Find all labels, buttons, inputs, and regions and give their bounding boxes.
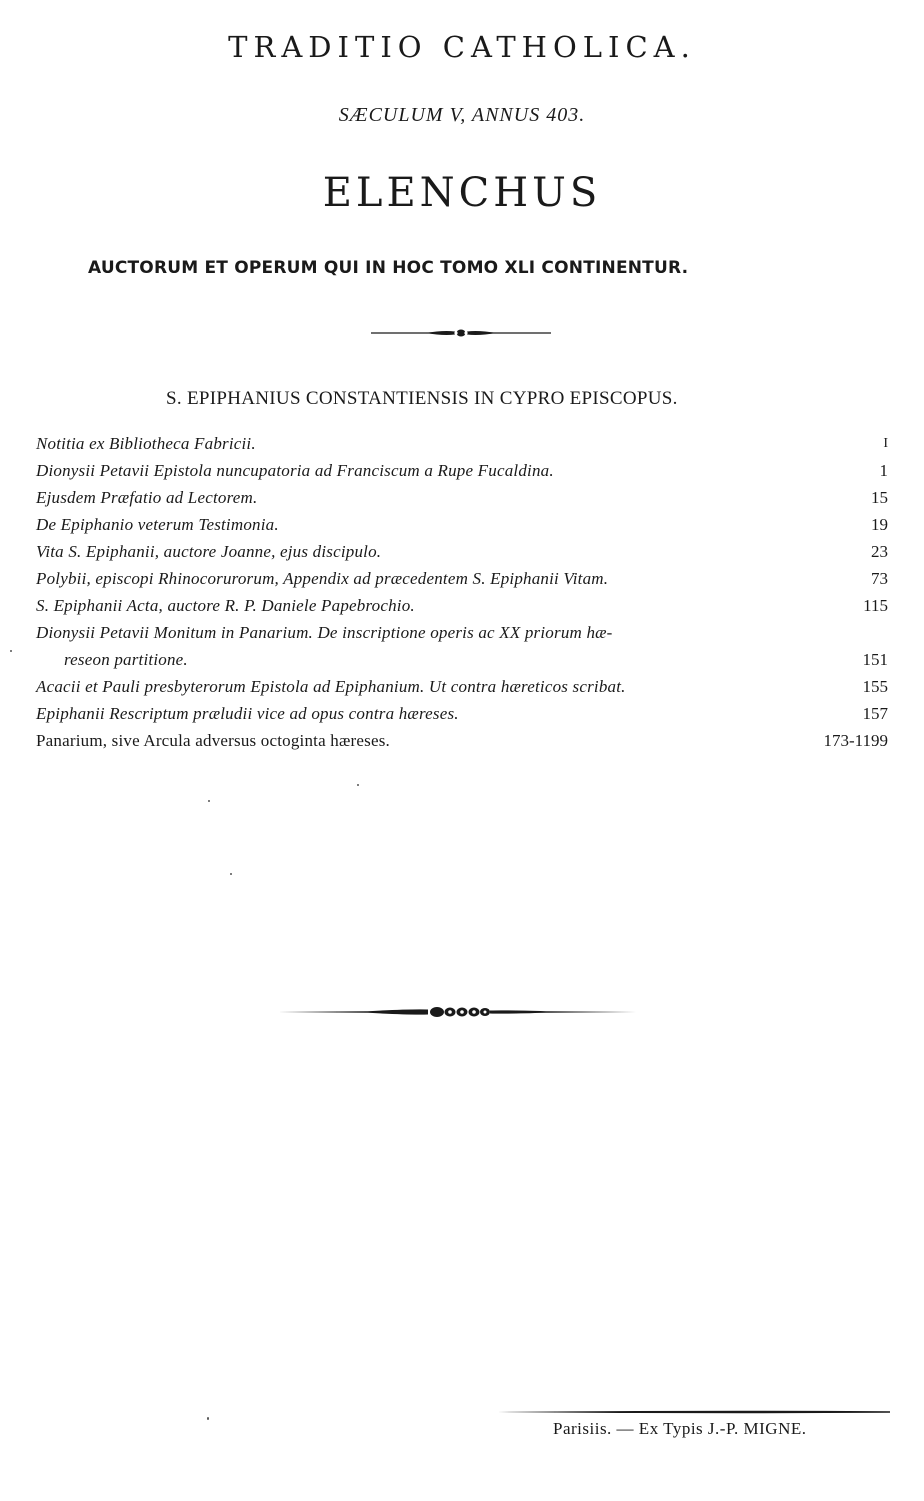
- toc-entry-title: S. Epiphanii Acta, auctore R. P. Daniele Papebrochio.: [36, 596, 415, 615]
- toc-entry-title: Polybii, episcopi Rhinocorurorum, Appendix ad præcedentem S. Epiphanii Vitam.: [36, 569, 609, 588]
- toc-entry-title-line2: reseon partitione.: [64, 650, 188, 669]
- toc-entry: [36, 727, 888, 754]
- toc-entry-page: 15: [871, 488, 888, 507]
- toc-entry: [36, 673, 888, 700]
- toc-entry-page: 1: [879, 461, 888, 480]
- toc-entry-title: Vita S. Epiphanii, auctore Joanne, ejus discipulo.: [36, 542, 382, 561]
- toc-entry: [36, 511, 888, 538]
- ornament-divider-large: [278, 1002, 636, 1022]
- series-title: TRADITIO CATHOLICA.: [228, 30, 696, 64]
- subtitle: AUCTORUM ET OPERUM QUI IN HOC TOMO XLI CONTINENTUR.: [88, 258, 689, 278]
- toc-entry-page: 173-1199: [823, 731, 888, 750]
- century-line: SÆCULUM V, ANNUS 403.: [338, 104, 586, 126]
- toc-entry-title: Epiphanii Rescriptum præludii vice ad opus contra hæreses.: [36, 704, 459, 723]
- toc-entry: [36, 700, 888, 727]
- toc-entry: [36, 457, 888, 484]
- toc-entry-page: 157: [862, 704, 888, 723]
- toc-entry-title: Panarium, sive Arcula adversus octoginta hæreses.: [36, 731, 390, 750]
- paper-speck: [10, 650, 12, 652]
- toc-entry-title: De Epiphanio veterum Testimonia.: [36, 515, 279, 534]
- paper-speck: [357, 784, 359, 786]
- printer-imprint: Parisiis. — Ex Typis J.-P. MIGNE.: [553, 1419, 807, 1438]
- toc-entry-title: [36, 619, 816, 673]
- toc-entry: [36, 484, 888, 511]
- author-heading: S. EPIPHANIUS CONSTANTIENSIS IN CYPRO EPISCOPUS.: [166, 388, 678, 409]
- toc-entry: [36, 592, 888, 619]
- toc-entry-page: 151: [862, 650, 888, 669]
- paper-speck: [208, 800, 210, 802]
- toc-entry: [36, 619, 888, 673]
- toc-entry-title: Dionysii Petavii Epistola nuncupatoria ad Franciscum a Rupe Fucaldina.: [36, 461, 554, 480]
- toc-entry: [36, 538, 888, 565]
- toc-entry-page: 155: [862, 677, 888, 696]
- toc-entry-page: 23: [871, 542, 888, 561]
- paper-speck: [230, 873, 232, 875]
- toc-entry: [36, 430, 888, 457]
- ornament-divider-small: [371, 326, 551, 340]
- paper-speck: [207, 1417, 209, 1420]
- footer-rule: [498, 1409, 890, 1415]
- toc-entry: [36, 565, 888, 592]
- toc-entry-page: 115: [863, 596, 888, 615]
- toc-entry-title: Acacii et Pauli presbyterorum Epistola ad Epiphanium. Ut contra hæreticos scribat.: [36, 677, 626, 696]
- table-of-contents: [36, 430, 888, 754]
- main-title: ELENCHUS: [322, 170, 602, 216]
- toc-entry-page: I: [883, 436, 888, 451]
- toc-entry-page: 19: [871, 515, 888, 534]
- toc-entry-title: Notitia ex Bibliotheca Fabricii.: [36, 434, 256, 453]
- toc-entry-page: 73: [871, 569, 888, 588]
- toc-entry-title: Ejusdem Præfatio ad Lectorem.: [36, 488, 258, 507]
- toc-entry-title-line1: Dionysii Petavii Monitum in Panarium. De inscriptione operis ac XX priorum hæ-: [36, 623, 613, 642]
